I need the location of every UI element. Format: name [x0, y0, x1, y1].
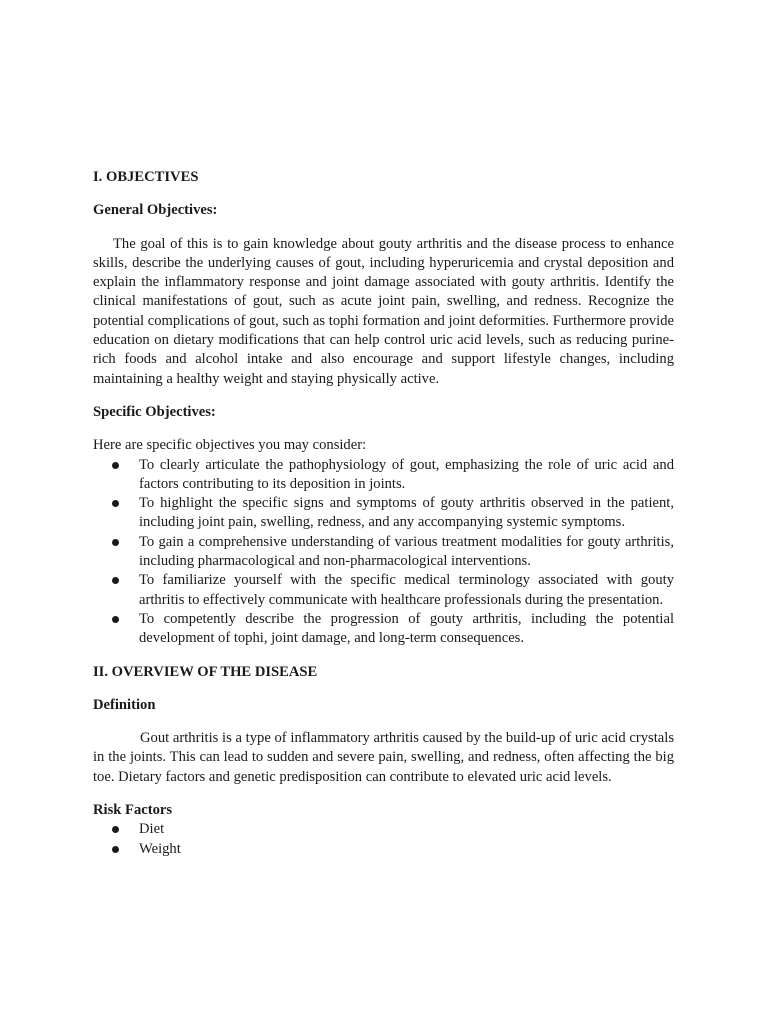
- definition-heading: Definition: [93, 696, 156, 713]
- specific-objectives-intro: Here are specific objectives you may consider:: [93, 437, 367, 454]
- bullet-icon: [112, 577, 119, 584]
- risk-factors-list: [93, 820, 674, 859]
- list-item: To highlight the specific signs and symptoms of gouty arthritis observed in the patient, including joint pain, swelling, redness, and any accompanying systemic symptoms.: [139, 494, 674, 533]
- list-item: To familiarize yourself with the specific medical terminology associated with gouty arthritis to effectively communicate with healthcare professionals during the presentation.: [139, 571, 674, 610]
- list-item: To competently describe the progression of gouty arthritis, including the potential development of tophi, joint damage, and long-term consequences.: [139, 610, 674, 649]
- bullet-icon: [112, 500, 119, 507]
- document-page: [93, 168, 674, 859]
- bullet-icon: [112, 846, 119, 853]
- general-objectives-heading: General Objectives:: [93, 202, 218, 219]
- objectives-heading: I. OBJECTIVES: [93, 169, 199, 185]
- risk-factors-heading: Risk Factors: [93, 802, 173, 819]
- overview-heading: II. OVERVIEW OF THE DISEASE: [93, 663, 318, 680]
- definition-paragraph: Gout arthritis is a type of inflammatory arthritis caused by the build-up of uric acid crystals in the joints. This can lead to sudden and severe pain, swelling, and redness, often affecting the big toe. Dietary factors and genetic predisposition can contribute to elevated uric acid levels.: [93, 730, 674, 785]
- list-item: Weight: [139, 840, 674, 859]
- list-item: Diet: [139, 820, 674, 839]
- bullet-icon: [112, 462, 119, 469]
- list-item: To gain a comprehensive understanding of various treatment modalities for gouty arthritis, including pharmacological and non-pharmacological interventions.: [139, 533, 674, 572]
- specific-objectives-list: [93, 456, 674, 649]
- bullet-icon: [112, 826, 119, 833]
- bullet-icon: [112, 539, 119, 546]
- specific-objectives-heading: Specific Objectives:: [93, 403, 216, 420]
- general-objectives-paragraph: The goal of this is to gain knowledge about gouty arthritis and the disease process to enhance skills, describe the underlying causes of gout, including hyperuricemia and crystal deposition and explain the inflammatory response and joint damage associated with gouty arthritis. Identify the clinical manifestations of gout, such as acute joint pain, swelling, and redness. Recognize the potential complications of gout, such as tophi formation and joint deformities. Furthermore provide education on dietary modifications that can help control uric acid levels, such as reducing purine-rich foods and alcohol intake and also encourage and support lifestyle changes, including maintaining a healthy weight and staying physically active.: [93, 235, 674, 387]
- list-item: To clearly articulate the pathophysiology of gout, emphasizing the role of uric acid and factors contributing to its deposition in joints.: [139, 456, 674, 495]
- bullet-icon: [112, 616, 119, 623]
